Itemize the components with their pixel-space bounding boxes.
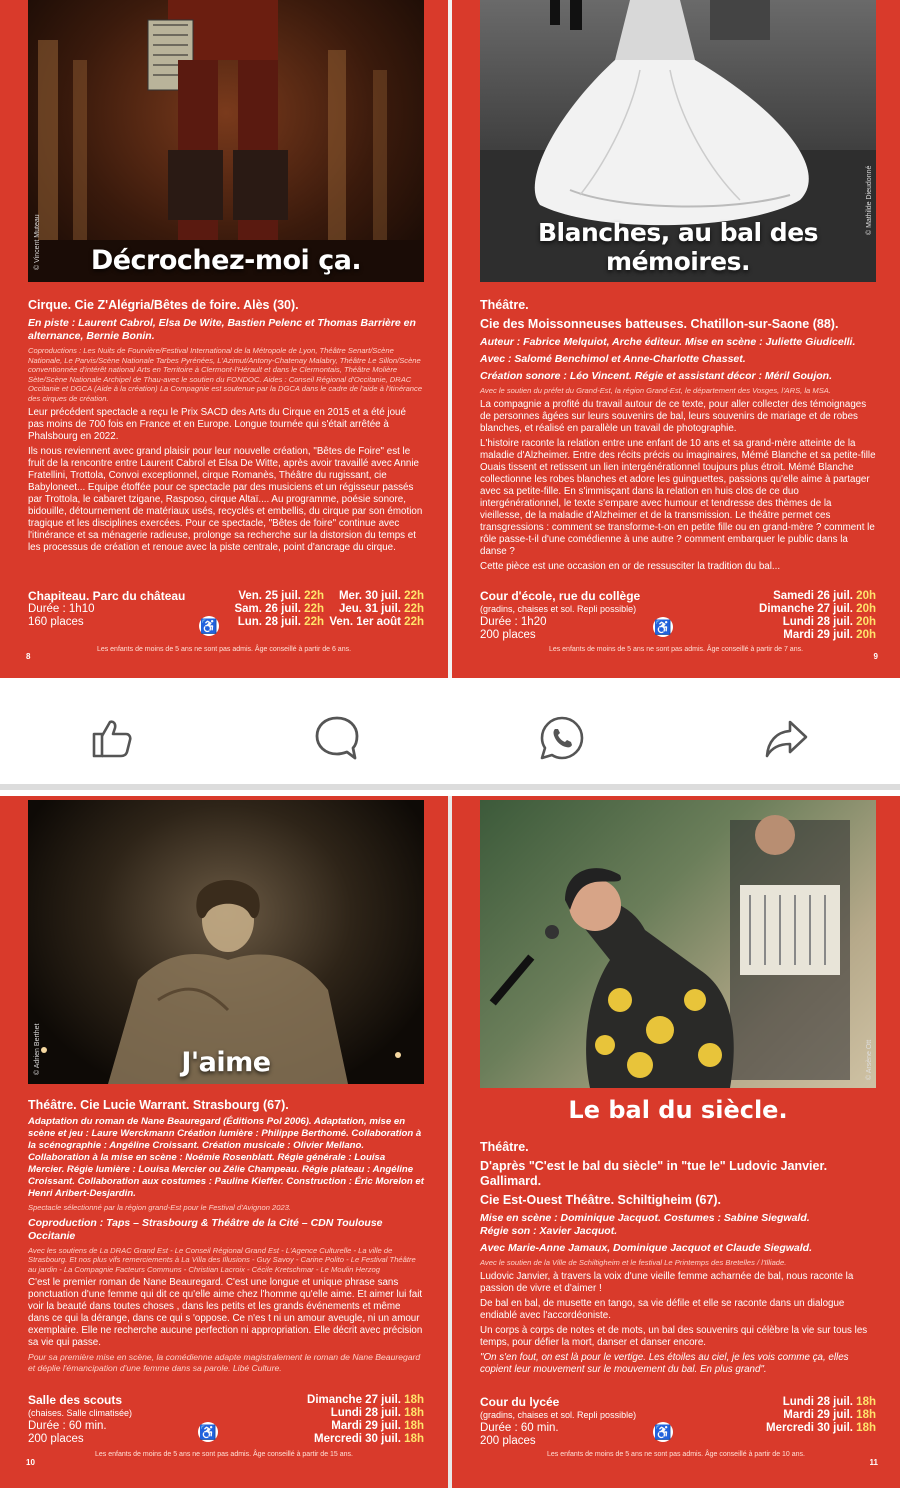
dates-column-1 xyxy=(228,590,324,629)
date: Mardi 29 juil. xyxy=(331,1420,401,1432)
show-description-1: C'est le premier roman de Nane Beauregard. C'est une longue et unique phrase sans ponctuation d'une femme qui dit ce qu'elle aime chez l'homme qu'elle aime. Et aimer lui fait voir la beauté dans toutes choses , dans les petits et les grands événements et même dans ce qui la dérange, dans ce qui s 'oppose. Ce n'es t ni un amour aveugle, ni un amour exemplaire. Elle ne recherche aucune perfection ni appropriation. Elle décrit avec précision sa vie qui passe. xyxy=(28,1277,423,1349)
date: Lundi 28 juil. xyxy=(782,616,853,628)
dates-column xyxy=(696,590,876,642)
date: Sam. 26 juil. xyxy=(234,603,301,615)
age-footnote: Les enfants de moins de 5 ans ne sont pas admis. Âge conseillé à partir de 7 ans. xyxy=(548,646,804,653)
dates-column xyxy=(254,1394,424,1446)
show-sound: Régie son : Xavier Jacquot. xyxy=(480,1225,618,1237)
show-company: Cie des Moissonneuses batteuses. Chatillon-sur-Saone (88). xyxy=(480,317,839,331)
hour: 22h xyxy=(404,616,424,628)
show-support: Avec les soutiens de La DRAC Grand Est - Le Conseil Régional Grand Est - L'Agence Culturelle - La ville de Strasbourg. Et nos plus vifs remerciements à La Villa des Illusions - Guy Savoy - Carine Polito - Le Festival Théâtre au jardin - La Compagnie Facteurs Communs - Christian Lacroix - Cécile Kretschmar - Le Moulin Herzog xyxy=(28,1245,416,1274)
date: Ven. 1er août xyxy=(329,616,401,628)
like-icon xyxy=(88,714,136,762)
wheelchair-icon: ♿ xyxy=(654,1424,672,1440)
show-direction: Mise en scène : Dominique Jacquot. Costumes : Sabine Siegwald. xyxy=(480,1212,810,1224)
show-details xyxy=(480,1140,876,1376)
show-credits: Coproductions : Les Nuits de Fourvière/Festival International de la Métropole de Lyon, Théâtre Senart/Scène Nationale, Le Parvis/Scène Nationale Tarbes Pyrénées, L'Azimut/Antony-Chatenay Malabry, Théâtre Le Sillon/Scène conventionnée d'intérêt national Arts en Territoire à Clermont-l'Hérault et dans le Clermontais, Théâtre Molière Sète/Scène Nationale Archipel de Thau-avec le soutien du FONDOC. Aides : Conseil Régional d'Occitanie, DRAC Occitanie et DGCA (Aide à la création) La Compagnie est soutenue par la DGCA dans le cadre de l'aide à l'itinérance des cirques de création. xyxy=(28,346,423,403)
show-cast: Avec Marie-Anne Jamaux, Dominique Jacquot et Claude Siegwald. xyxy=(480,1242,813,1254)
show-details xyxy=(28,298,424,554)
show-details xyxy=(28,1098,424,1373)
share-button[interactable] xyxy=(762,714,810,762)
hour: 18h xyxy=(404,1407,424,1419)
photo-credit: © Mathilde Dieudonné xyxy=(866,165,873,235)
date: Jeu. 31 juil. xyxy=(338,603,401,615)
date: Mardi 29 juil. xyxy=(783,1409,853,1421)
show-title: Décrochez-moi ça. xyxy=(90,245,362,276)
date: Lundi 28 juil. xyxy=(330,1407,401,1419)
show-photo-blanches xyxy=(480,0,876,282)
show-description-1: Ludovic Janvier, à travers la voix d'une vieille femme acharnée de bal, nous raconte la passion de vivre et d'aimer ! xyxy=(480,1270,854,1294)
show-cast: En piste : Laurent Cabrol, Elsa De Wite, Bastien Pelenc et Thomas Barrière en alternance, Bernie Bonin. xyxy=(28,317,416,342)
bottom-spread xyxy=(0,796,900,1488)
show-author: Auteur : Fabrice Melquiot, Arche éditeur. Mise en scène : Juliette Giudicelli. xyxy=(480,336,856,348)
date: Lundi 28 juil. xyxy=(782,1396,853,1408)
hour: 22h xyxy=(404,603,424,615)
show-description-2: De bal en bal, de musette en tango, sa vie défile et elle se raconte dans un dialogue endiablé avec l'accordéoniste. xyxy=(480,1297,845,1321)
show-title: J'aime xyxy=(181,1047,271,1078)
venue-details: (chaises. Salle climatisée) xyxy=(28,1408,133,1418)
show-title: Le bal du siècle. xyxy=(568,1096,788,1124)
show-company: Cie Est-Ouest Théâtre. Schiltigheim (67). xyxy=(480,1193,722,1207)
show-cast: Avec : Salomé Benchimol et Anne-Charlotte Chasset. xyxy=(480,353,746,365)
show-description-1: Leur précédent spectacle a reçu le Prix SACD des Arts du Cirque en 2015 et a été joué pas moins de 700 fois en France et en Europe. Longue tournée qui s'était arrêtée à Phalsbourg en 2022. xyxy=(28,406,406,442)
page-8 xyxy=(0,0,448,678)
show-description-2: L'histoire raconte la relation entre une enfant de 10 ans et sa grand-mère atteinte de la maladie d'Alzheimer. Entre des récits précis ou imaginaires, Mémé Blanche et sa petite-fille Ouais tissent et retissent un lien intergénérationnel toujours plus étroit. Mémé Blanche collectionne les robes blanches et adore les guinguettes, passions qu'elle aime à partager avec sa petite-fille. En s'immisçant dans la relation en huis clos de ce duo intergénérationnel, le texte s'empare avec humour et tendresse des thèmes de la vieillesse, de la maladie d'Alzheimer et de la transmission. Le théâtre permet ces transgressions : comment se transforme-t-on en petite fille ou en grand-mère ? comment le rôle passe-t-il d'une comédienne à une autre ? comment embarquer le public dans la danse ? xyxy=(480,437,876,557)
duration: Durée : 1h10 xyxy=(28,603,95,615)
page-number: 9 xyxy=(873,652,878,661)
show-title: Blanches, au bal des mémoires. xyxy=(537,218,819,276)
wheelchair-icon: ♿ xyxy=(200,618,218,634)
wheelchair-icon: ♿ xyxy=(654,619,672,635)
singer-illustration xyxy=(480,800,876,1088)
page-number: 10 xyxy=(26,1458,35,1467)
show-schedule xyxy=(480,1396,876,1448)
comment-button[interactable] xyxy=(313,714,361,762)
like-button[interactable] xyxy=(88,714,136,762)
hour: 18h xyxy=(856,1396,876,1408)
date: Lun. 28 juil. xyxy=(237,616,301,628)
venue: Chapiteau. Parc du château xyxy=(28,589,186,603)
venue-details: (gradins, chaises et sol. Repli possible) xyxy=(480,604,637,614)
divider xyxy=(0,784,900,790)
show-selection: Spectacle sélectionné par la région grand-Est pour le Festival d'Avignon 2023. xyxy=(28,1203,292,1212)
hour: 18h xyxy=(856,1422,876,1434)
page-number: 8 xyxy=(26,652,31,661)
date: Dimanche 27 juil. xyxy=(307,1394,401,1406)
show-support: Avec le soutien de la Ville de Schiltigheim et le festival Le Printemps des Bretelles / l'Illiade. xyxy=(480,1258,787,1267)
venue: Salle des scouts xyxy=(28,1393,123,1407)
date: Mercredi 30 juil. xyxy=(314,1433,401,1445)
show-description-1: La compagnie a profité du travail autour de ce texte, pour aller collecter des témoignages de personnes âgées sur leurs souvenirs de bal, leurs souvenirs de mariage et de robes blanches, et réalisé en parallèle un travail de photographie. xyxy=(480,398,867,434)
hour: 20h xyxy=(856,603,876,615)
show-category: Cirque. Cie Z'Alégria/Bêtes de foire. Alès (30). xyxy=(28,298,299,312)
hour: 20h xyxy=(856,629,876,641)
venue: Cour du lycée xyxy=(480,1395,560,1409)
dates-column xyxy=(706,1396,876,1435)
hour: 22h xyxy=(304,616,324,628)
show-review: Pour sa première mise en scène, la comédienne adapte magistralement le roman de Nane Beauregard et déplie l'émancipation d'une femme dans sa parole. Libé Culture. xyxy=(28,1352,421,1373)
age-footnote: Les enfants de moins de 5 ans ne sont pas admis. Âge conseillé à partir de 15 ans. xyxy=(95,1451,353,1458)
hour: 18h xyxy=(404,1420,424,1432)
show-support: Avec le soutien du préfet du Grand-Est, la région Grand-Est, le département des Vosges, l'ARS, la MSA. xyxy=(480,386,831,395)
comment-icon xyxy=(313,714,361,762)
hour: 22h xyxy=(404,590,424,602)
hour: 22h xyxy=(304,603,324,615)
hour: 20h xyxy=(856,590,876,602)
page-number: 11 xyxy=(869,1458,878,1467)
whatsapp-share-button[interactable] xyxy=(538,714,586,762)
share-icon xyxy=(762,714,810,762)
show-source: D'après "C'est le bal du siècle" in "tue le" Ludovic Janvier. Gallimard. xyxy=(480,1159,828,1188)
dates-column-2 xyxy=(328,590,424,629)
show-photo-jaime xyxy=(28,800,424,1084)
places: 200 places xyxy=(28,1433,84,1445)
whatsapp-icon xyxy=(538,714,586,762)
date: Mardi 29 juil. xyxy=(783,629,853,641)
venue-details: (gradins, chaises et sol. Repli possible) xyxy=(480,1410,637,1420)
hour: 18h xyxy=(404,1394,424,1406)
show-credits: Adaptation du roman de Nane Beauregard (Éditions Pol 2006). Adaptation, mise en scène et jeu : Laure Werckmann Création lumière : Philippe Berthomé. Collaboration à la scénographie : Angéline Croissant. Création musicale : Olivier Mellano. Collaboration à la mise en scène : Noémie Rosenblatt. Régie générale : Louisa Mercier. Régie lumière : Louisa Mercier ou Zélie Champeau. Régie plateau : Angéline Croissant. Collaboration aux costumes : Pauline Kieffer. Construction : Éric Morelon et Henri Aribert-Desjardin. xyxy=(28,1116,424,1199)
hour: 18h xyxy=(404,1433,424,1445)
show-coproduction: Coproduction : Taps – Strasbourg & Théâtre de la Cité – CDN Toulouse Occitanie xyxy=(28,1216,383,1242)
hour: 22h xyxy=(304,590,324,602)
show-schedule xyxy=(28,1394,424,1446)
age-footnote: Les enfants de moins de 5 ans ne sont pas admis. Âge conseillé à partir de 10 ans. xyxy=(547,1451,805,1458)
places: 160 places xyxy=(28,616,84,628)
date: Dimanche 27 juil. xyxy=(759,603,853,615)
photo-credit: © Arsène Ott xyxy=(866,1039,873,1080)
duration: Durée : 60 min. xyxy=(28,1420,107,1432)
show-category: Théâtre. xyxy=(480,298,529,312)
hour: 18h xyxy=(856,1409,876,1421)
page-9 xyxy=(452,0,900,678)
show-category: Théâtre. xyxy=(480,1140,529,1154)
show-description-3: Un corps à corps de notes et de mots, un bal des souvenirs qui célèbre la vie sur tous les temps, pour défier la mort, danser et danser encore. xyxy=(480,1324,868,1348)
show-description-3: Cette pièce est une occasion en or de ressusciter la tradition du bal... xyxy=(480,560,781,572)
show-details xyxy=(480,298,876,573)
places: 200 places xyxy=(480,629,536,641)
show-photo-bal-du-siecle xyxy=(480,800,876,1088)
show-schedule xyxy=(480,590,876,642)
actress-illustration xyxy=(28,800,424,1084)
page-10 xyxy=(0,796,448,1488)
date: Ven. 25 juil. xyxy=(238,590,301,602)
places: 200 places xyxy=(480,1435,536,1447)
wheelchair-icon: ♿ xyxy=(199,1424,217,1440)
show-quote: "On s'en fout, on est là pour le vertige. Les étoiles au ciel, je les vois comme ça, elles copient leur mouvement sur le mouvement du bal. En plus grand". xyxy=(480,1351,849,1375)
duration: Durée : 1h20 xyxy=(480,616,547,628)
post-action-bar xyxy=(0,678,900,790)
show-photo-decrochez xyxy=(28,0,424,282)
page-11 xyxy=(452,796,900,1488)
date: Samedi 26 juil. xyxy=(773,590,853,602)
age-footnote: Les enfants de moins de 5 ans ne sont pas admis. Âge conseillé à partir de 6 ans. xyxy=(96,646,352,653)
show-schedule xyxy=(28,590,424,632)
photo-credit: © Vincent Muteau xyxy=(34,214,41,270)
performer-illustration xyxy=(28,0,424,282)
photo-credit: © Adrien Berthet xyxy=(34,1023,41,1075)
duration: Durée : 60 min. xyxy=(480,1422,559,1434)
date: Mer. 30 juil. xyxy=(338,590,401,602)
date: Mercredi 30 juil. xyxy=(766,1422,853,1434)
top-spread xyxy=(0,0,900,678)
venue: Cour d'école, rue du collège xyxy=(480,589,641,603)
show-description-2: Ils nous reviennent avec grand plaisir pour leur nouvelle création, "Bêtes de Foire" est le fruit de la rencontre entre Laurent Cabrol et Elsa De Witte, après avoir travaillé avec Annie Fratellini, Trottola, Convoi exceptionnel, cirque Romanès, Théâtre du rugissant, cie Babyloneet... Equipe étoffée pour ce spectacle par des musiciens et un régisseur passés par Trottola, le cabaret tzigane, Rasposo, cirque Altaï.... Au programme, poésie sonore, bidouille, détournement de matériaux usés, recyclés et embellis, du cirque par son émotion tragique et les disciplines exercées. Pour ce spectacle, "Bêtes de foire" continue avec l'itinérance et sa ménagerie radieuse, prolonge sa recherche sur la distorsion du temps et les processus de création et renoue avec la piste centrale, point d'ancrage du cirque. xyxy=(28,445,423,553)
hour: 20h xyxy=(856,616,876,628)
show-category: Théâtre. Cie Lucie Warrant. Strasbourg (67). xyxy=(28,1098,289,1112)
show-crew: Création sonore : Léo Vincent. Régie et assistant décor : Méril Goujon. xyxy=(480,370,833,382)
